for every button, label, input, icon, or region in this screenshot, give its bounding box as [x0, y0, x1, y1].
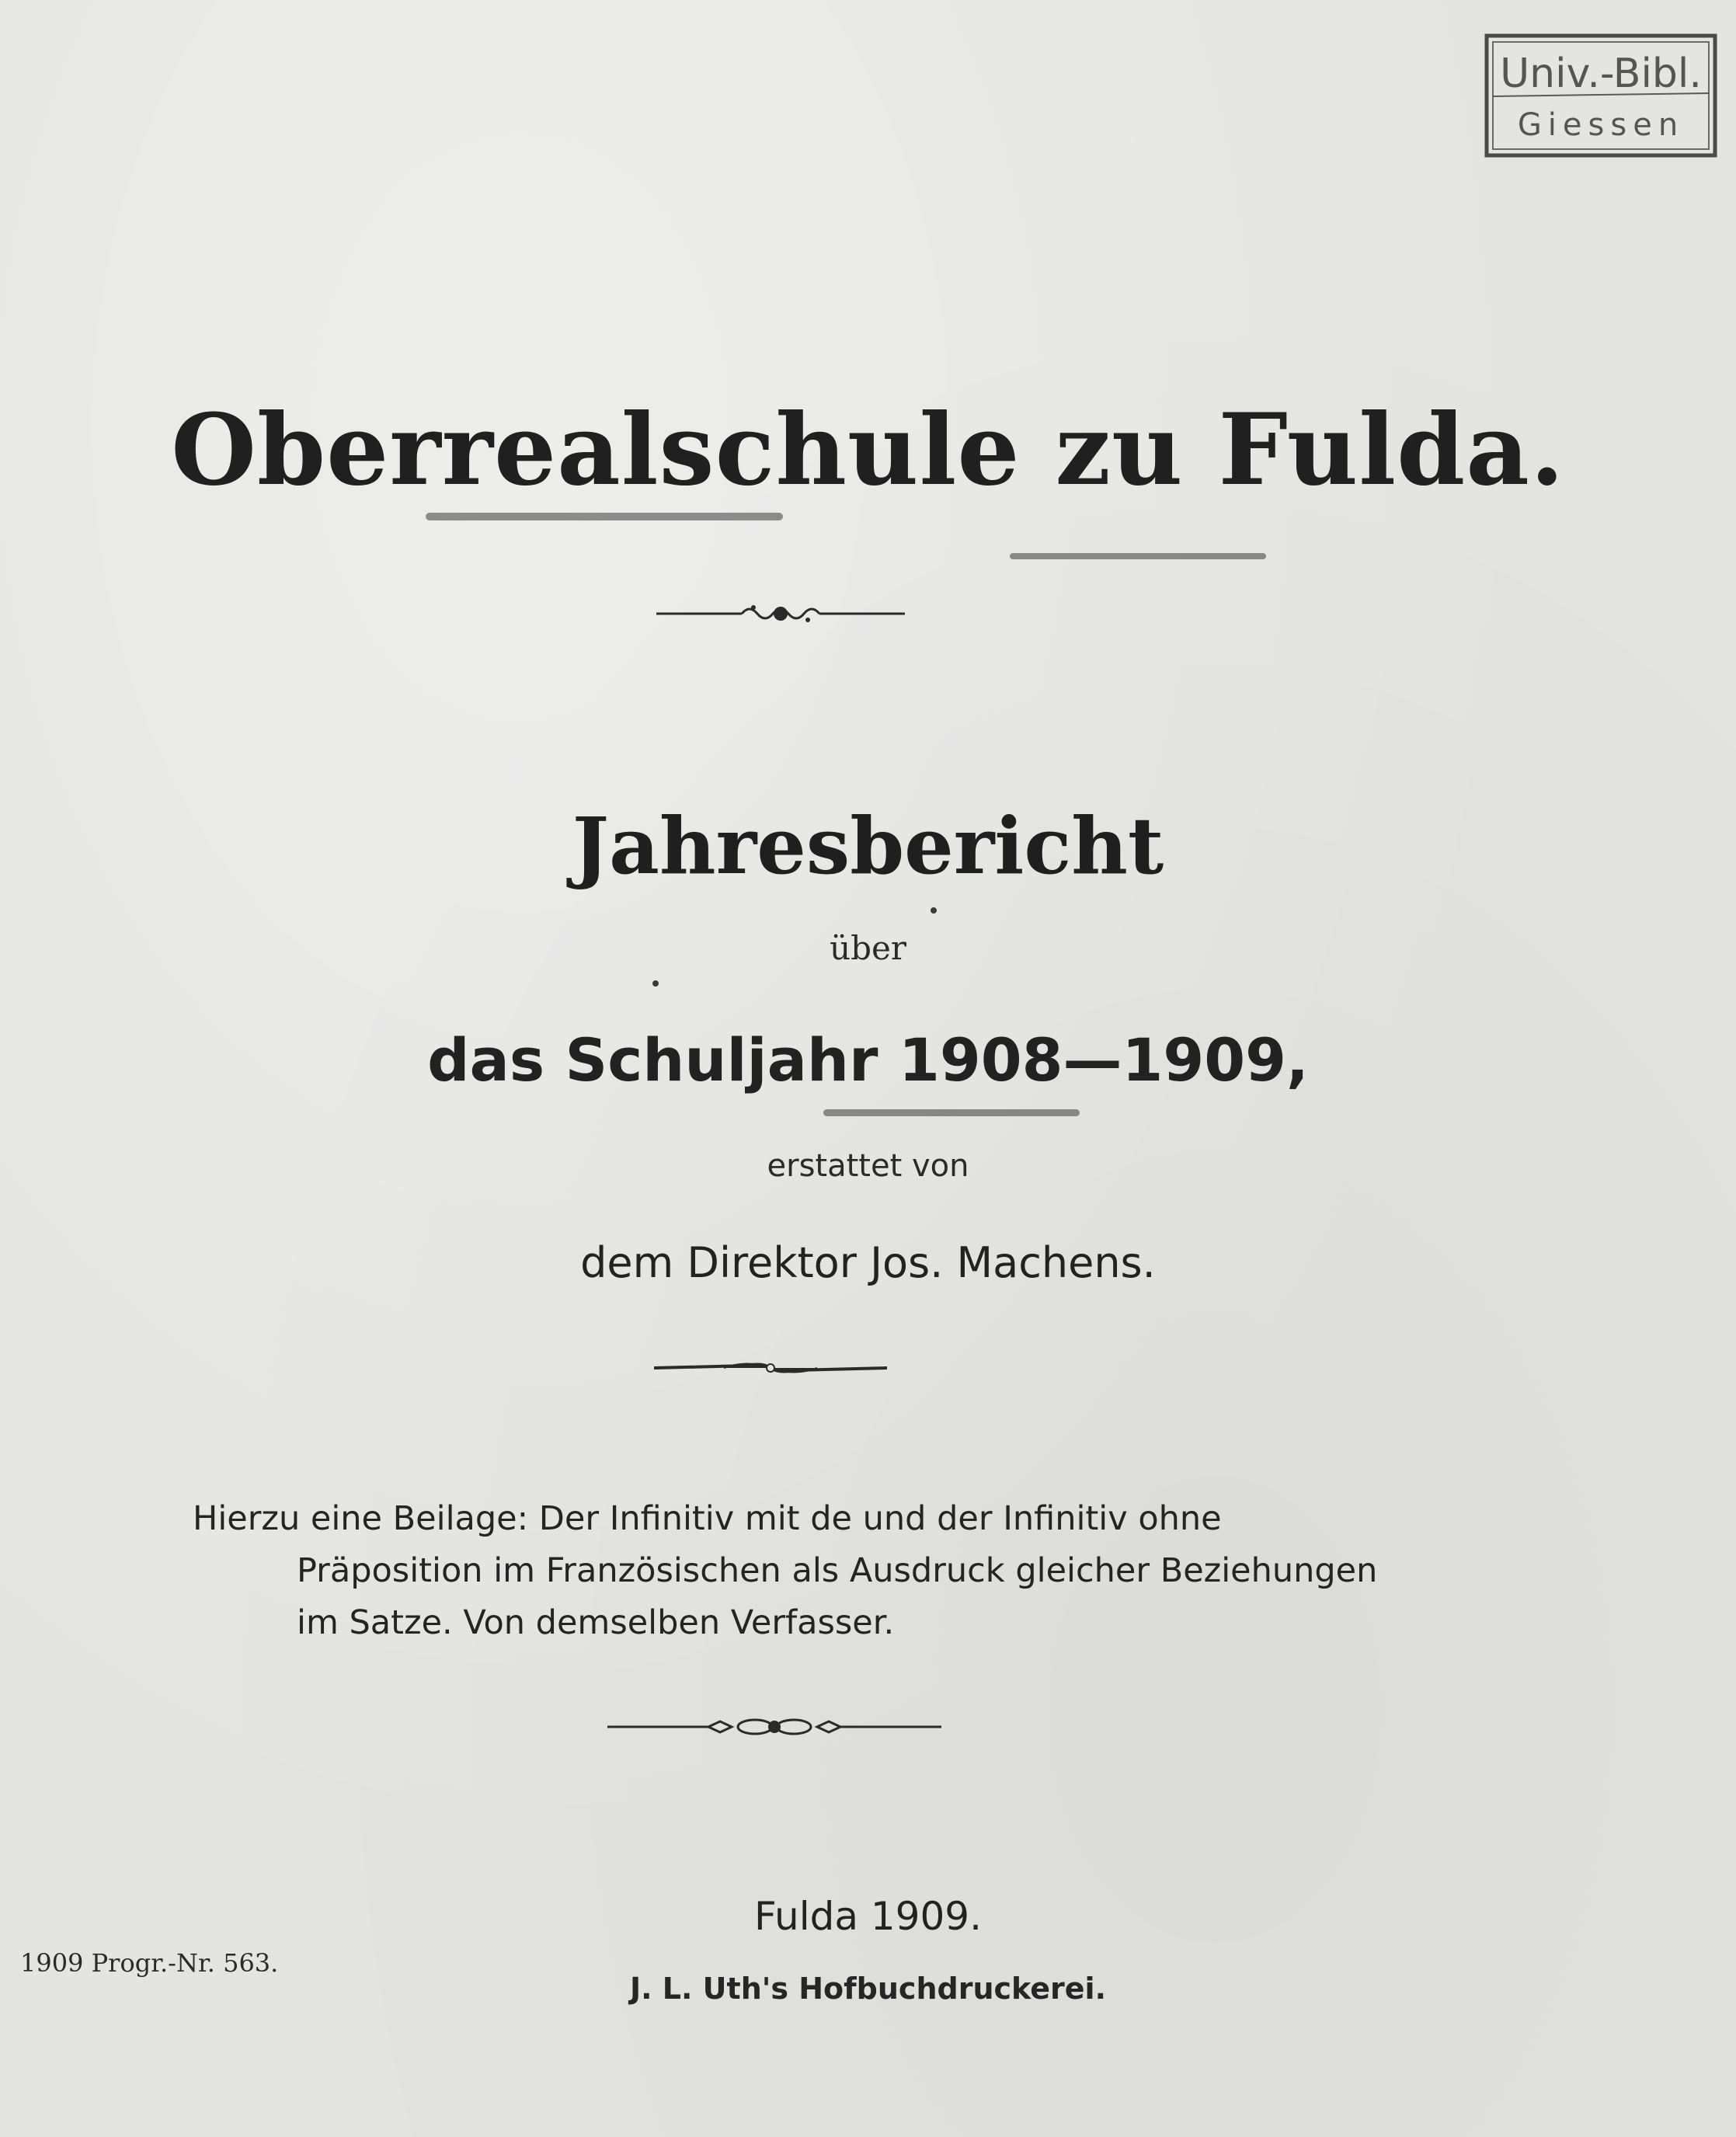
supplement-line-1: Hierzu eine Beilage: Der Infinitiv mit de und der Infinitiv ohne: [193, 1499, 1222, 1538]
program-number: 1909 Progr.-Nr. 563.: [20, 1948, 279, 1978]
library-stamp-frame: [1482, 31, 1720, 160]
pencil-underline-3: [823, 1109, 1080, 1116]
supplement-line-3: im Satze. Von demselben Verfasser.: [297, 1603, 895, 1642]
school-year: das Schuljahr 1908—1909,: [427, 1025, 1309, 1095]
pencil-underline-1: [426, 513, 783, 520]
printer-name: J. L. Uth's Hofbuchdruckerei.: [629, 1972, 1107, 2006]
pencil-underline-2: [1010, 553, 1266, 559]
supplement-line-2: Präposition im Französischen als Ausdruck gleicher Beziehungen: [297, 1551, 1378, 1590]
print-speck: [931, 907, 937, 914]
place-and-year: Fulda 1909.: [753, 1894, 983, 1939]
ornament-divider-2: [654, 1356, 887, 1380]
director-name: dem Direktor Jos. Machens.: [580, 1238, 1156, 1287]
ornament-divider-1: [656, 598, 905, 629]
ornament-divider-3: [607, 1715, 941, 1738]
library-stamp: [1482, 31, 1720, 160]
supplement-notice: [193, 1493, 1378, 1649]
erstattet-text: erstattet von: [767, 1148, 969, 1184]
stamp-line-1: Univ.-Bibl.: [1500, 50, 1702, 97]
ueber-text: über: [830, 929, 906, 967]
stamp-line-2: Giessen: [1517, 107, 1685, 143]
print-speck: [652, 980, 659, 987]
report-title: Jahresbericht: [572, 800, 1164, 892]
school-title: Oberrealschule zu Fulda.: [171, 392, 1565, 507]
